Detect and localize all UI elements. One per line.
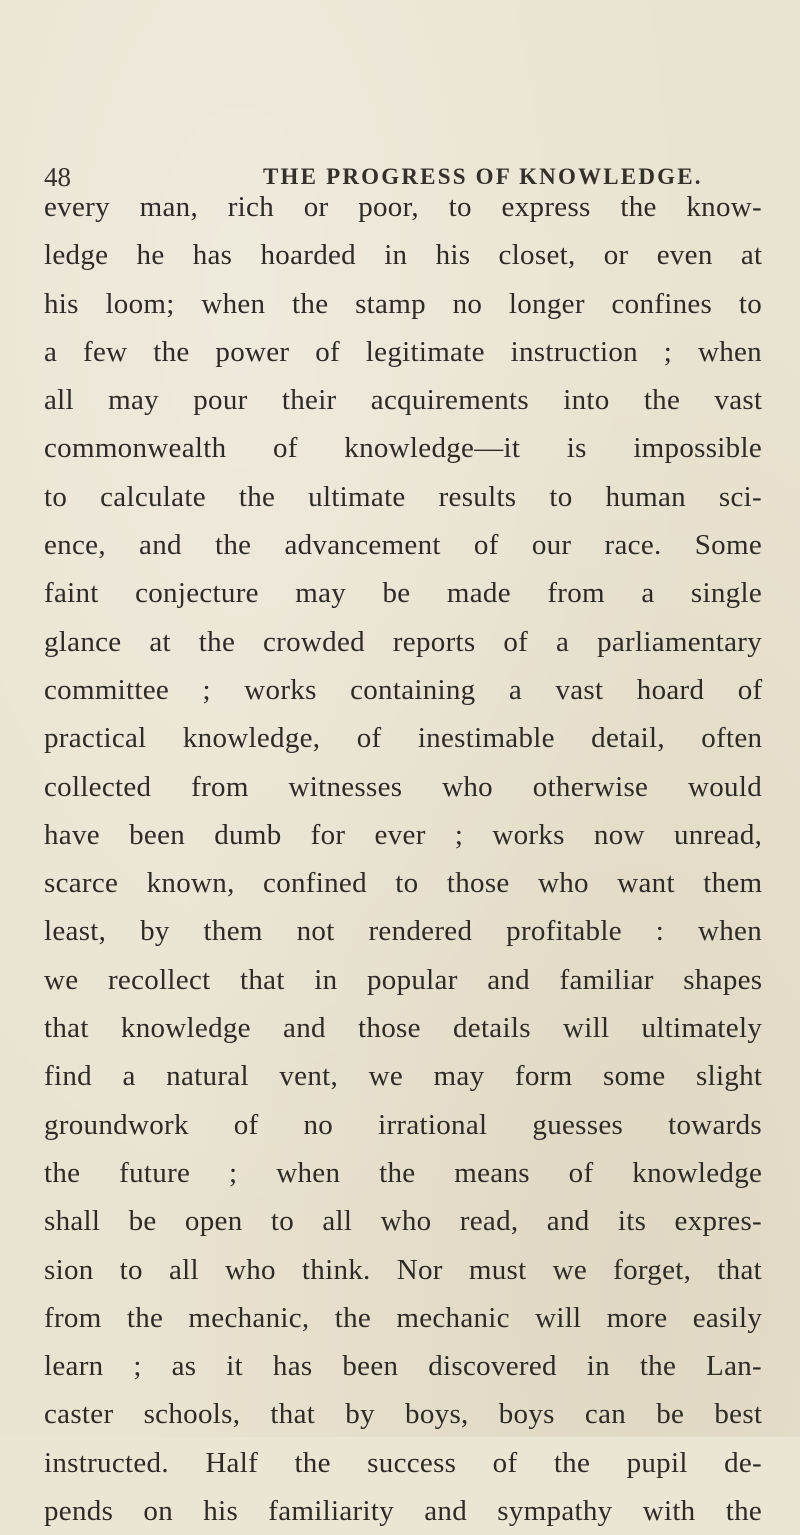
text-line: collected from witnesses who otherwise would	[44, 770, 762, 803]
text-line: the future ; when the means of knowledge	[44, 1156, 763, 1189]
text-line: groundwork of no irrational guesses towards	[44, 1108, 762, 1141]
text-line: every man, rich or poor, to express the know-	[44, 191, 762, 223]
text-line: a few the power of legitimate instruction ; when	[44, 335, 762, 368]
text-line: commonwealth of knowledge—it is impossible	[44, 432, 762, 465]
text-line: scarce known, confined to those who want them	[44, 867, 763, 900]
text-line: glance at the crowded reports of a parliamentary	[44, 625, 762, 658]
text-line: we recollect that in popular and familiar shapes	[44, 963, 763, 996]
text-line: learn ; as it has been discovered in the Lan-	[44, 1350, 762, 1383]
page-number: 48	[44, 162, 71, 192]
text-line: ledge he has hoarded in his closet, or even at	[44, 239, 763, 272]
text-line: least, by them not rendered profitable : when	[44, 915, 762, 948]
text-line: have been dumb for ever ; works now unread,	[44, 818, 763, 851]
running-title: THE PROGRESS OF KNOWLEDGE.	[263, 164, 703, 189]
text-line: pends on his familiarity and sympathy with the	[44, 1495, 763, 1528]
text-line: ence, and the advancement of our race. Some	[44, 529, 762, 562]
text-line: from the mechanic, the mechanic will more easily	[44, 1301, 763, 1334]
text-line: his loom; when the stamp no longer confines to	[44, 287, 762, 320]
body-text	[44, 183, 762, 1535]
text-line: all may pour their acquirements into the vast	[44, 384, 763, 417]
text-line: practical knowledge, of inestimable detail, often	[44, 722, 763, 755]
text-line: shall be open to all who read, and its expres-	[44, 1205, 762, 1238]
text-line: committee ; works containing a vast hoard of	[44, 673, 763, 706]
text-line: faint conjecture may be made from a single	[44, 577, 762, 610]
text-line: caster schools, that by boys, boys can be best	[44, 1398, 763, 1431]
text-line: find a natural vent, we may form some slight	[44, 1060, 763, 1093]
text-line: instructed. Half the success of the pupil de-	[44, 1446, 763, 1479]
text-line: that knowledge and those details will ultimately	[44, 1012, 763, 1045]
text-line: sion to all who think. Nor must we forget, that	[44, 1253, 762, 1286]
text-line: to calculate the ultimate results to human sci-	[44, 480, 762, 513]
